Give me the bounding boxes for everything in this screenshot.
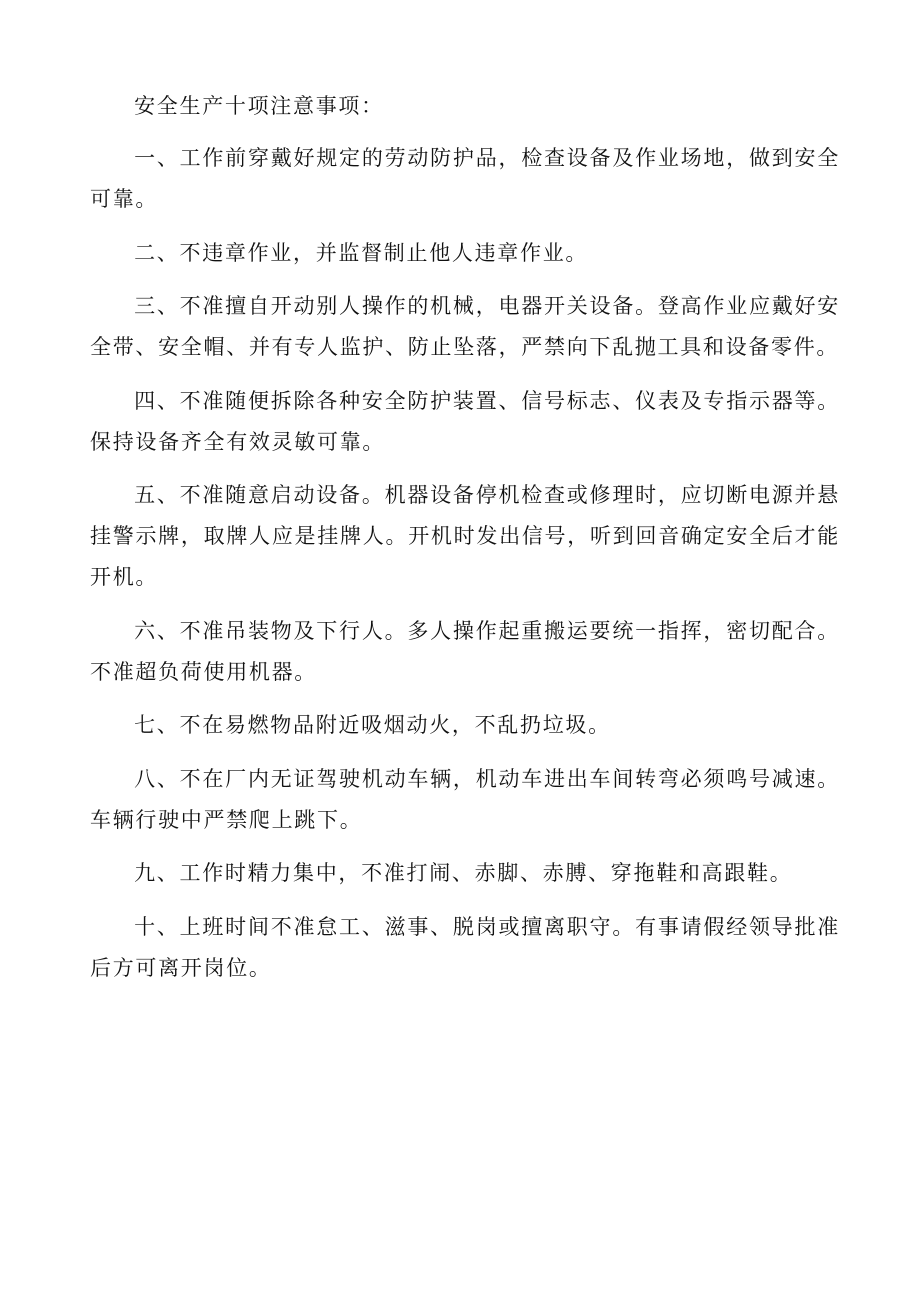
rule-item-2: 二、不违章作业，并监督制止他人违章作业。 bbox=[134, 240, 589, 265]
document-body bbox=[90, 86, 840, 1001]
rule-item-9: 九、工作时精力集中，不准打闹、赤脚、赤膊、穿拖鞋和高跟鞋。 bbox=[134, 861, 793, 885]
rule-item-1: 一、工作前穿戴好规定的劳动防护品，检查设备及作业场地，做到安全可靠。 bbox=[90, 146, 840, 211]
rule-item-4: 四、不准随便拆除各种安全防护装置、信号标志、仪表及专指示器等。保持设备齐全有效灵敏可靠。 bbox=[90, 388, 840, 454]
rule-item-6: 六、不准吊装物及下行人。多人操作起重搬运要统一指挥，密切配合。不准超负荷使用机器。 bbox=[90, 618, 840, 684]
rule-item-10: 十、上班时间不准怠工、滋事、脱岗或擅离职守。有事请假经领导批准后方可离开岗位。 bbox=[90, 914, 840, 980]
rule-item-3: 三、不准擅自开动别人操作的机械，电器开关设备。登高作业应戴好安全带、安全帽、并有专人监护、防止坠落，严禁向下乱抛工具和设备零件。 bbox=[90, 294, 840, 359]
document-title: 安全生产十项注意事项： bbox=[134, 94, 384, 118]
rule-item-8: 八、不在厂内无证驾驶机动车辆，机动车进出车间转弯必须鸣号减速。车辆行驶中严禁爬上跳下。 bbox=[90, 766, 840, 832]
rule-item-5: 五、不准随意启动设备。机器设备停机检查或修理时，应切断电源并悬挂警示牌，取牌人应是挂牌人。开机时发出信号，听到回音确定安全后才能开机。 bbox=[90, 483, 840, 589]
rule-item-7: 七、不在易燃物品附近吸烟动火，不乱扔垃圾。 bbox=[134, 713, 611, 737]
